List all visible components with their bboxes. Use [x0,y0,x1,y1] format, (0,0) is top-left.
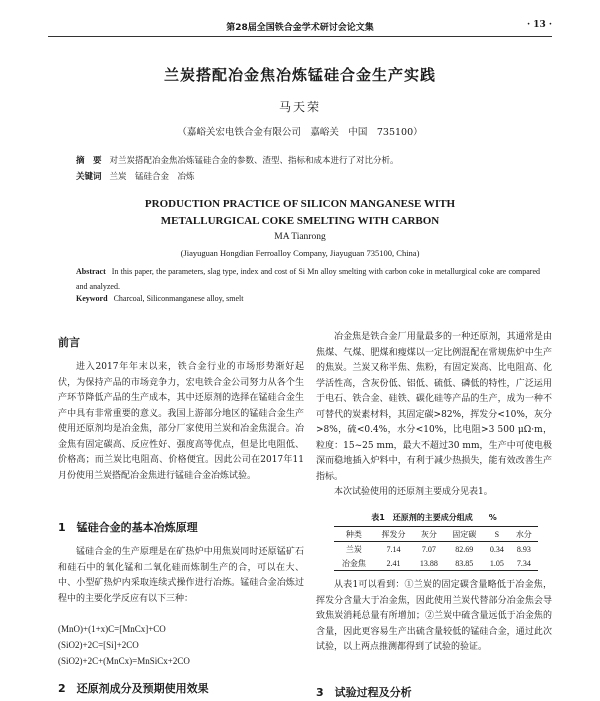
abstract-cn [76,153,540,185]
equation-1: (MnO)+(1+x)C=[MnCx]+CO [58,624,166,634]
abstract-cn-text: 对兰炭搭配冶金焦冶炼锰硅合金的参数、渣型、指标和成本进行了对比分析。 [109,156,399,166]
table-header-cell: 挥发分 [381,529,406,539]
table-1 [334,526,538,571]
table-cell: 0.34 [489,544,504,554]
table-header-cell: S [494,529,500,539]
table-cell: 7.07 [421,544,436,554]
table-cell: 82.69 [455,544,474,554]
table-cell: 1.05 [489,558,504,568]
table-cell: 7.14 [386,544,401,554]
abstract-en-text: In this paper, the parameters, slag type, index and cost of Si Mn alloy smelting with carbon coke in metallurgical coke are compared and analyzed. [76,267,540,291]
equation-2: (SiO2)+2C=[Si]+2CO [58,640,139,650]
page-number: · 13 · [526,20,552,30]
table-cell: 2.41 [386,558,401,568]
section-preface-title: 前言 [58,336,80,349]
affiliation-en: (Jiayuguan Hongdian Ferroalloy Company, Jiayuguan 735100, China) [180,248,420,258]
keywords-cn-label: 关键词 [76,172,102,182]
keywords-cn-text: 兰炭 锰硅合金 冶炼 [109,172,195,182]
abstract-cn-line [76,153,540,169]
reductant-paragraph: 冶金焦是铁合金厂用量最多的一种还原剂，其通常是由焦煤、气煤、肥煤和瘦煤以一定比例混配在常规焦炉中生产的焦炭。兰炭又称半焦、焦粉，有固定炭高、比电阻高、化学活性高，含灰份低、铝低、硫低、磷低的特性，广泛运用于电石、铁合金、硅铁、碳化硅等产品的生产，成为一种不可替代的炭素材料，其固定碳>82%，挥发分<10%，灰分>8%，硫<0.4%，水分<10%，比电阻>3 500 μΩ·m，粒度：15~25 mm，最大不超过30 mm，生产中可使电极深而稳地插入炉料中，有利于减少热损失，能有效改善生产指标。 [316,332,552,482]
title-en-line1: PRODUCTION PRACTICE OF SILICON MANGANESE WITH [144,198,456,210]
table-cell: 7.34 [516,558,531,568]
section-1-body [58,545,304,607]
table-analysis-paragraph: 从表1可以看到：①兰炭的固定碳含量略低于冶金焦，挥发分含量大于冶金焦，因此使用兰炭代替部分冶金焦会导致焦炭消耗总量有所增加；②兰炭中硫含量远低于冶金焦的含量，因此更容易生产出硫含量较低的锰硅合金，通过此次试验，以上两点推测都得到了试验的验证。 [316,580,552,652]
keywords-en-label: Keyword [76,294,108,303]
table-cell: 83.85 [455,558,474,568]
section-2-title: 2 还原剂成分及预期使用效果 [58,682,209,695]
table-cell: 冶金焦 [341,558,366,568]
equation-3: (SiO2)+2C+(MnCx)=MnSiCx+2CO [58,656,190,666]
table-cell: 兰炭 [345,544,362,554]
keywords-cn-line [76,169,540,185]
running-header-title: 第28届全国铁合金学术研讨会论文集 [226,23,374,33]
author-en: MA Tianrong [274,232,326,242]
title-cn: 兰炭搭配冶金焦冶炼锰硅合金生产实践 [163,66,436,84]
preface-paragraph: 进入2017年年末以来，铁合金行业的市场形势渐好起伏，为保持产品的市场竞争力，宏电铁合金公司努力从各个生产环节降低产品的生产成本，其中还原剂的选择在锰硅合金生产中具有非常重要的意义。我国上游部分地区的锰硅合金生产使用还原剂均是冶金焦，部分厂家使用兰炭和冶金焦混合。冶金焦有固定碳高、反应性好、强度高等优点，但是比电阻低、价格高；而兰炭比电阻高、价格便宜。因此公司在2017年11月份使用兰炭搭配冶金焦进行锰硅合金冶炼试验。 [58,362,304,481]
table-row [334,542,538,557]
header-rule [48,36,552,37]
table-cell: 13.88 [419,558,438,568]
preface-body [58,360,304,484]
table-header-cell: 灰分 [420,529,437,539]
section-1-paragraph: 锰硅合金的生产原理是在矿热炉中用焦炭同时还原锰矿石和硅石中的氧化锰和二氧化硅而炼制生产的合，可以在大、中、小型矿热炉内采取连续式操作进行冶炼。锰硅合金冶炼过程中的主要化学反应有以下三种： [58,547,304,604]
table-1-caption: 表1 还原剂的主要成分组成 % [371,513,497,522]
table-header-cell: 固定碳 [452,529,477,539]
table-cell: 8.93 [516,544,531,554]
table-intro-paragraph: 本次试验使用的还原剂主要成分见表1。 [334,487,493,497]
abstract-en-label: Abstract [76,267,106,276]
table-header-cell: 水分 [515,529,532,539]
section-3-title: 3 试验过程及分析 [316,686,412,699]
table-header-cell: 种类 [345,529,362,539]
affiliation-cn: （嘉峪关宏电铁合金有限公司 嘉峪关 中国 735100） [177,127,423,138]
right-column-body [316,330,552,501]
table-row [334,556,538,571]
author-cn: 马天荣 [278,100,321,114]
keywords-en [76,294,540,303]
title-en-line2: METALLURGICAL COKE SMELTING WITH CARBON [160,215,440,227]
table-analysis-body [316,578,552,656]
abstract-en [76,264,540,294]
title-en [40,196,560,230]
table-header-row [334,527,538,542]
abstract-cn-label: 摘 要 [76,156,102,166]
keywords-en-text: Charcoal, Siliconmanganese alloy, smelt [113,294,244,303]
section-1-title: 1 锰硅合金的基本冶炼原理 [58,521,198,534]
running-header [48,20,552,36]
